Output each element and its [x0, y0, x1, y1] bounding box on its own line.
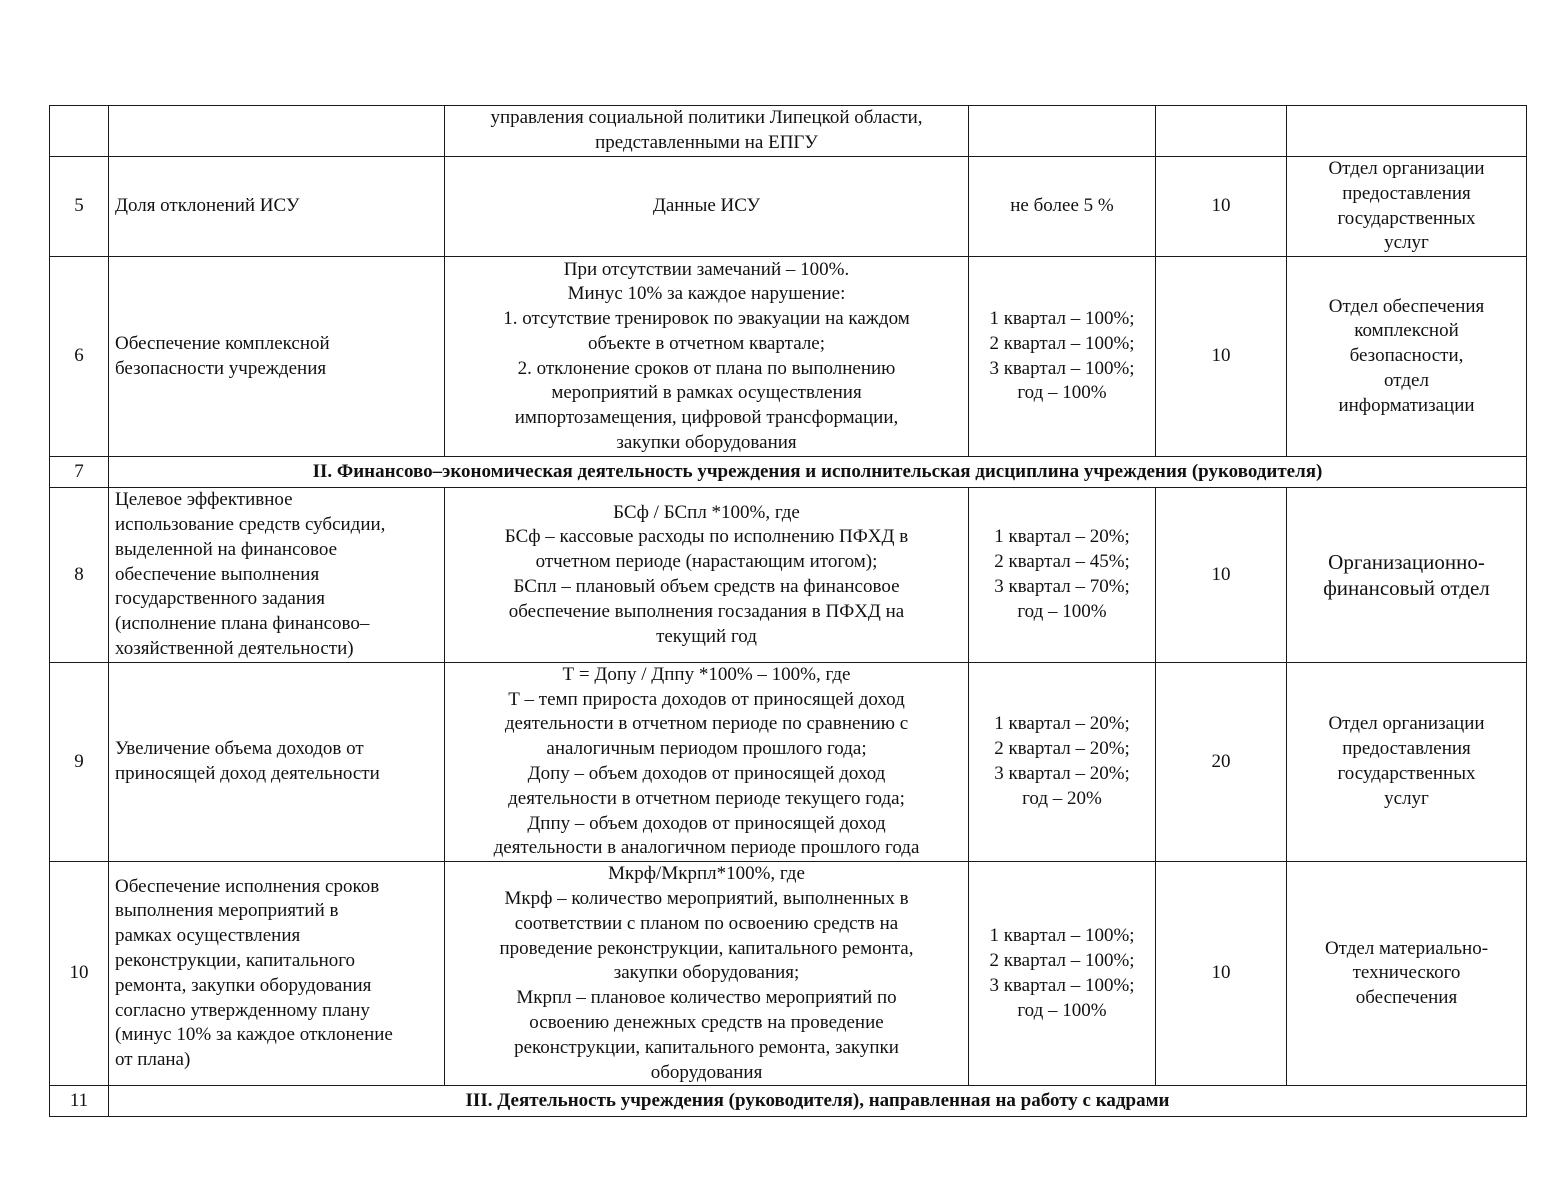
calculation-method-line: представленными на ЕПГУ: [595, 132, 818, 153]
section-heading: II. Финансово–экономическая деятельность учреждения и исполнительская дисциплина учреждения (руководителя): [109, 457, 1527, 488]
indicator-name-line: Увеличение объема доходов от: [115, 738, 364, 760]
indicator-name-line: согласно утвержденному плану: [115, 999, 370, 1021]
calculation-method: [445, 662, 969, 861]
responsible-department: [1287, 257, 1527, 457]
calculation-method-line: Данные ИСУ: [652, 195, 761, 217]
row-number: 8: [50, 488, 109, 663]
responsible-department-line: государственных: [1337, 762, 1476, 784]
calculation-method-line: 2. отклонение сроков от плана по выполнению: [517, 357, 896, 379]
row-number: 5: [50, 157, 109, 257]
indicator-name: [109, 257, 445, 457]
target-value-line: год – 100%: [1017, 382, 1107, 404]
table-row: [50, 257, 1527, 457]
indicator-name-line: от плана): [115, 1049, 191, 1071]
responsible-department-line: предоставления: [1342, 738, 1471, 760]
calculation-method-line: Мкрф – количество мероприятий, выполненных в: [504, 887, 909, 909]
table-row: [50, 862, 1527, 1086]
table-row: [50, 106, 1527, 157]
calculation-method-line: Дппу – объем доходов от приносящей доход: [527, 812, 886, 834]
responsible-department: [1287, 106, 1527, 157]
section-row: [50, 457, 1527, 488]
calculation-method-line: БСф / БСпл *100%, где: [613, 501, 800, 523]
indicator-name-line: (минус 10% за каждое отклонение: [115, 1024, 393, 1046]
target-value: [969, 106, 1156, 157]
indicator-name-line: (исполнение плана финансово–: [115, 613, 370, 635]
calculation-method-line: закупки оборудования;: [613, 962, 800, 984]
target-value-line: 3 квартал – 100%;: [989, 357, 1135, 379]
indicator-name: [109, 157, 445, 257]
calculation-method: [445, 488, 969, 663]
target-value-line: 3 квартал – 20%;: [994, 762, 1130, 784]
indicator-name: [109, 106, 445, 157]
weight-points: 10: [1156, 157, 1287, 257]
calculation-method-line: управления социальной политики Липецкой области,: [490, 107, 923, 129]
calculation-method-line: Мкрф/Мкрпл*100%, где: [608, 863, 805, 885]
responsible-department-line: отдел: [1384, 370, 1429, 392]
calculation-method-line: Т = Допу / Дппу *100% – 100%, где: [562, 663, 851, 685]
section-heading: III. Деятельность учреждения (руководителя), направленная на работу с кадрами: [109, 1086, 1527, 1117]
indicator-name: [109, 662, 445, 861]
row-number: 11: [50, 1086, 109, 1117]
weight-points: 20: [1156, 662, 1287, 861]
calculation-method: [445, 257, 969, 457]
calculation-method-line: Т – темп прироста доходов от приносящей доход: [508, 688, 905, 710]
target-value-line: 1 квартал – 100%;: [989, 308, 1135, 330]
calculation-method-line: Допу – объем доходов от приносящей доход: [527, 762, 886, 784]
responsible-department-line: Отдел материально-: [1324, 937, 1489, 959]
calculation-method-line: При отсутствии замечаний – 100%.: [563, 258, 850, 280]
calculation-method-line: реконструкции, капитального ремонта, закупки: [514, 1036, 899, 1058]
indicator-name-line: Доля отклонений ИСУ: [115, 195, 300, 217]
calculation-method-line: деятельности в отчетном периоде по сравнению с: [504, 713, 909, 735]
indicator-name-line: Целевое эффективное: [115, 489, 293, 511]
row-number: 7: [50, 457, 109, 488]
responsible-department-line: Организационно-: [1328, 549, 1485, 574]
calculation-method: [445, 157, 969, 257]
target-value-line: 1 квартал – 20%;: [994, 526, 1130, 548]
calculation-method-line: мероприятий в рамках осуществления: [551, 382, 862, 404]
target-value: [969, 862, 1156, 1086]
target-value-line: год – 100%: [1017, 999, 1107, 1021]
calculation-method-line: оборудования: [650, 1061, 763, 1083]
calculation-method-line: проведение реконструкции, капитального ремонта,: [499, 937, 914, 959]
target-value-line: год – 20%: [1022, 787, 1102, 809]
responsible-department-line: комплексной: [1354, 320, 1459, 342]
weight-points: 10: [1156, 488, 1287, 663]
calculation-method-line: аналогичным периодом прошлого года;: [546, 738, 867, 760]
target-value-line: 3 квартал – 100%;: [989, 974, 1135, 996]
responsible-department-line: технического: [1352, 962, 1461, 984]
target-value-line: 1 квартал – 20%;: [994, 713, 1130, 735]
indicator-name-line: хозяйственной деятельности): [115, 637, 354, 659]
calculation-method-line: БСф – кассовые расходы по исполнению ПФХД в: [504, 526, 909, 548]
responsible-department-line: предоставления: [1342, 182, 1471, 204]
target-value-line: год – 100%: [1017, 600, 1107, 622]
calculation-method-line: Мкрпл – плановое количество мероприятий по: [516, 987, 897, 1009]
table-row: [50, 662, 1527, 861]
indicator-name-line: обеспечение выполнения: [115, 563, 320, 585]
responsible-department-line: финансовый отдел: [1323, 575, 1490, 600]
indicator-name-line: выполнения мероприятий в: [115, 900, 339, 922]
indicator-name-line: безопасности учреждения: [115, 357, 327, 379]
responsible-department-line: Отдел организации: [1328, 713, 1485, 735]
target-value-line: 1 квартал – 100%;: [989, 925, 1135, 947]
responsible-department-line: безопасности,: [1349, 345, 1464, 367]
target-value: [969, 157, 1156, 257]
indicator-name: [109, 488, 445, 663]
indicator-name-line: использование средств субсидии,: [115, 513, 386, 535]
responsible-department-line: Отдел организации: [1328, 158, 1485, 179]
target-value-line: 3 квартал – 70%;: [994, 575, 1130, 597]
target-value-line: 2 квартал – 45%;: [994, 551, 1130, 573]
calculation-method-line: БСпл – плановый объем средств на финансовое: [513, 575, 900, 597]
indicator-name: [109, 862, 445, 1086]
calculation-method: [445, 862, 969, 1086]
responsible-department: [1287, 157, 1527, 257]
indicator-name-line: государственного задания: [115, 588, 325, 610]
section-row: [50, 1086, 1527, 1117]
calculation-method-line: соответствии с планом по освоению средств на: [514, 912, 899, 934]
responsible-department-line: услуг: [1384, 232, 1429, 254]
target-value: [969, 488, 1156, 663]
calculation-method-line: импортозамещения, цифровой трансформации,: [514, 407, 899, 429]
indicator-name-line: приносящей доход деятельности: [115, 762, 380, 784]
target-value-line: не более 5 %: [1010, 195, 1114, 217]
calculation-method-line: отчетном периоде (нарастающим итогом);: [535, 551, 878, 573]
weight-points: [1156, 106, 1287, 157]
row-number: [50, 106, 109, 157]
calculation-method-line: 1. отсутствие тренировок по эвакуации на каждом: [503, 308, 910, 330]
responsible-department: [1287, 662, 1527, 861]
responsible-department-line: Отдел обеспечения: [1328, 295, 1485, 317]
calculation-method: [445, 106, 969, 157]
calculation-method-line: Минус 10% за каждое нарушение:: [567, 283, 846, 305]
indicator-name-line: ремонта, закупки оборудования: [115, 974, 372, 996]
weight-points: 10: [1156, 862, 1287, 1086]
responsible-department: [1287, 488, 1527, 663]
table-row: [50, 488, 1527, 663]
calculation-method-line: текущий год: [656, 625, 757, 647]
target-value: [969, 257, 1156, 457]
indicator-name-line: реконструкции, капитального: [115, 949, 356, 971]
row-number: 6: [50, 257, 109, 457]
calculation-method-line: закупки оборудования: [616, 432, 797, 454]
row-number: 10: [50, 862, 109, 1086]
weight-points: 10: [1156, 257, 1287, 457]
row-number: 9: [50, 662, 109, 861]
indicators-table: [49, 105, 1527, 1117]
indicators-table-body: [50, 106, 1527, 1117]
target-value-line: 2 квартал – 20%;: [994, 738, 1130, 760]
indicator-name-line: выделенной на финансовое: [115, 538, 338, 560]
table-row: [50, 157, 1527, 257]
calculation-method-line: освоению денежных средств на проведение: [529, 1011, 884, 1033]
target-value-line: 2 квартал – 100%;: [989, 949, 1135, 971]
responsible-department-line: обеспечения: [1355, 987, 1458, 1009]
target-value: [969, 662, 1156, 861]
indicator-name-line: рамках осуществления: [115, 925, 301, 947]
responsible-department-line: государственных: [1337, 207, 1476, 229]
indicator-name-line: Обеспечение комплексной: [115, 332, 330, 354]
calculation-method-line: обеспечение выполнения госзадания в ПФХД на: [508, 600, 905, 622]
calculation-method-line: объекте в отчетном квартале;: [587, 332, 826, 354]
responsible-department: [1287, 862, 1527, 1086]
indicator-name-line: Обеспечение исполнения сроков: [115, 875, 380, 897]
responsible-department-line: информатизации: [1338, 394, 1475, 416]
calculation-method-line: деятельности в отчетном периоде текущего года;: [508, 787, 905, 809]
target-value-line: 2 квартал – 100%;: [989, 332, 1135, 354]
responsible-department-line: услуг: [1384, 787, 1429, 809]
calculation-method-line: деятельности в аналогичном периоде прошлого года: [493, 837, 920, 859]
